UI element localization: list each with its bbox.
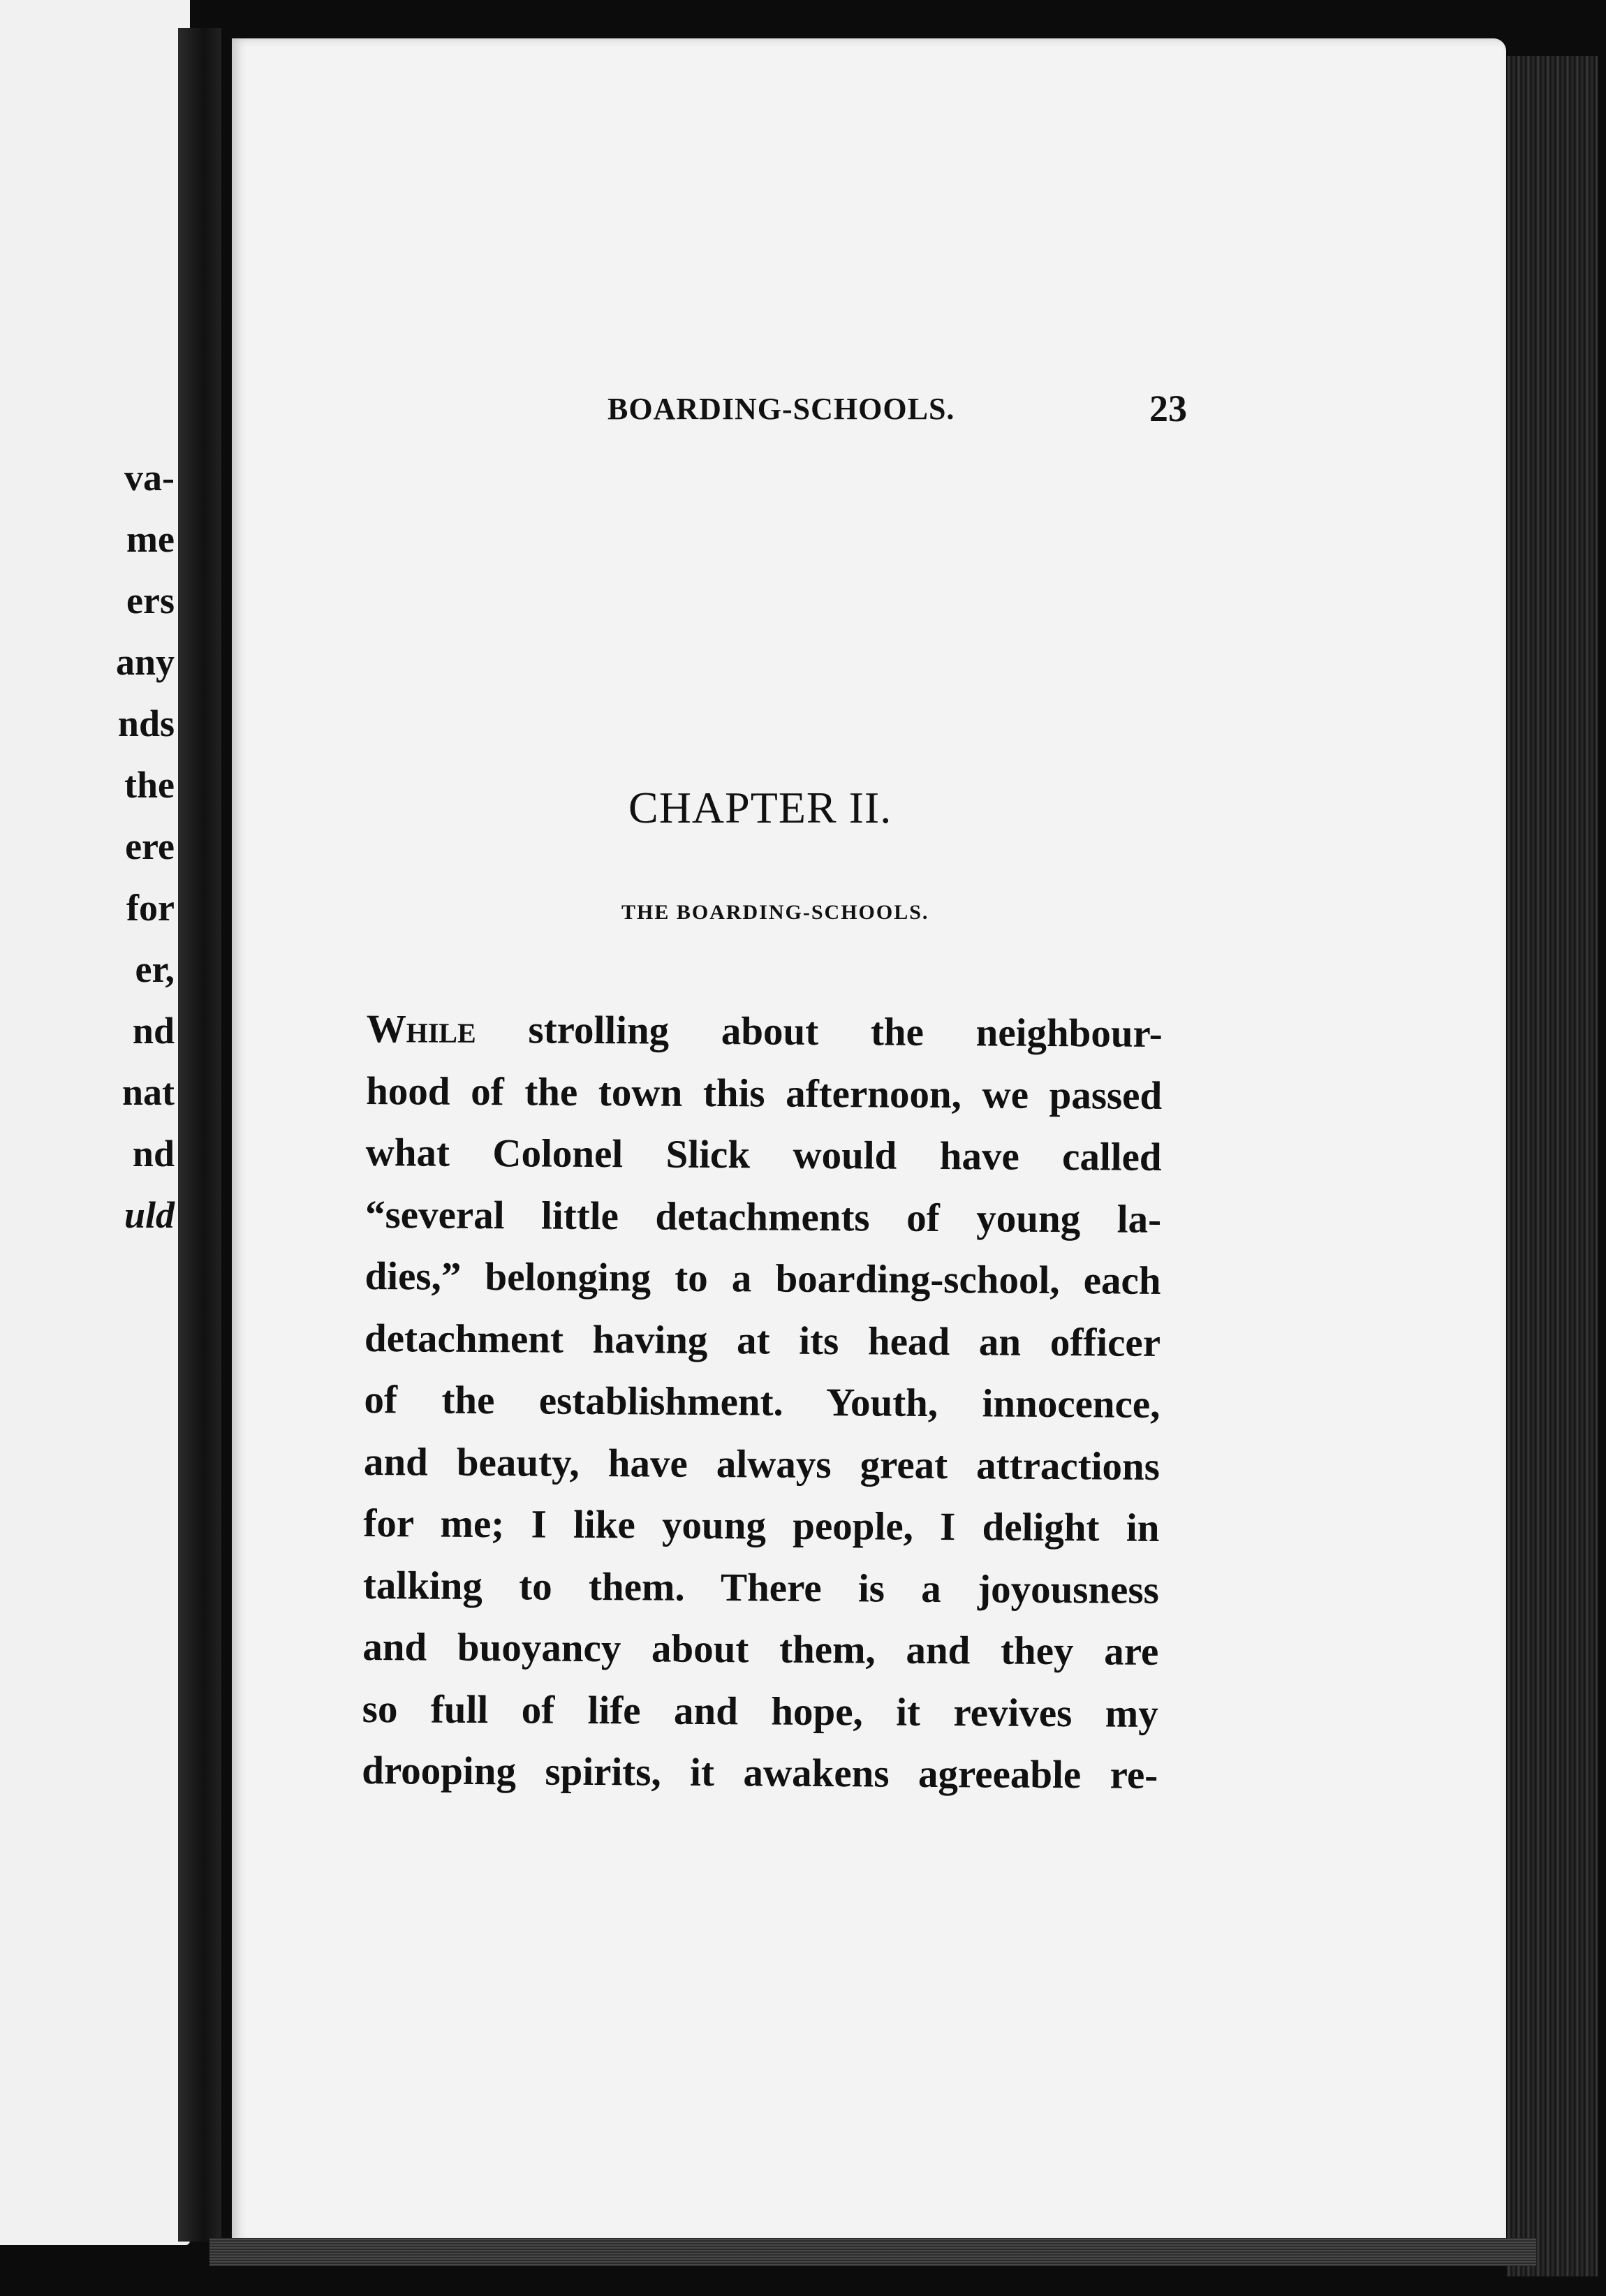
page-edges — [1507, 56, 1598, 2276]
previous-page-line: ers — [126, 580, 175, 621]
text-line: and beauty, have always great attractions — [363, 1439, 1161, 1489]
text-line: drooping spirits, it awakens agreeable re- — [362, 1748, 1158, 1797]
previous-page-line: nd — [132, 1010, 175, 1052]
text-line: dies,” belonging to a boarding-school, each — [364, 1253, 1161, 1303]
body-paragraph — [362, 999, 1163, 1806]
page-header — [607, 388, 1187, 447]
text-line: detachment having at its head an officer — [364, 1316, 1161, 1365]
running-head: BOARDING-SCHOOLS. — [607, 392, 955, 426]
text-line: for me; I like young people, I delight in — [363, 1501, 1160, 1550]
previous-page-line: er, — [135, 948, 175, 990]
text-line: so full of life and hope, it revives my — [362, 1686, 1158, 1736]
previous-page-text — [0, 447, 175, 1246]
text-line: hood of the town this afternoon, we passed — [366, 1068, 1163, 1118]
previous-page-line: nds — [117, 702, 175, 744]
book-gutter — [178, 28, 221, 2242]
previous-page-line: nd — [132, 1133, 175, 1175]
previous-page-line: the — [124, 764, 175, 806]
opening-word: While — [366, 1006, 476, 1052]
previous-page-line: for — [126, 887, 175, 929]
previous-page-line: any — [115, 641, 175, 683]
text-line: “several little detachments of young la- — [364, 1192, 1162, 1242]
text-line: talking to them. There is a joyousness — [362, 1563, 1160, 1612]
previous-page — [0, 0, 190, 2245]
previous-page-line: va- — [124, 457, 175, 499]
previous-page-line: nat — [121, 1071, 175, 1113]
chapter-title: CHAPTER II. — [628, 783, 892, 832]
page-number: 23 — [1149, 388, 1187, 429]
chapter-subtitle: THE BOARDING-SCHOOLS. — [621, 901, 929, 924]
previous-page-line: me — [126, 518, 175, 560]
previous-page-line: ere — [125, 825, 175, 867]
text-line — [366, 999, 1163, 1065]
text-line: and buoyancy about them, and they are — [362, 1624, 1159, 1674]
text-line-content: strolling about the neighbour- — [528, 1008, 1163, 1056]
text-line: of the establishment. Youth, innocence, — [364, 1377, 1161, 1427]
bottom-page-edges — [209, 2238, 1536, 2266]
text-line: what Colonel Slick would have called — [365, 1130, 1162, 1179]
previous-page-line: uld — [124, 1194, 175, 1236]
